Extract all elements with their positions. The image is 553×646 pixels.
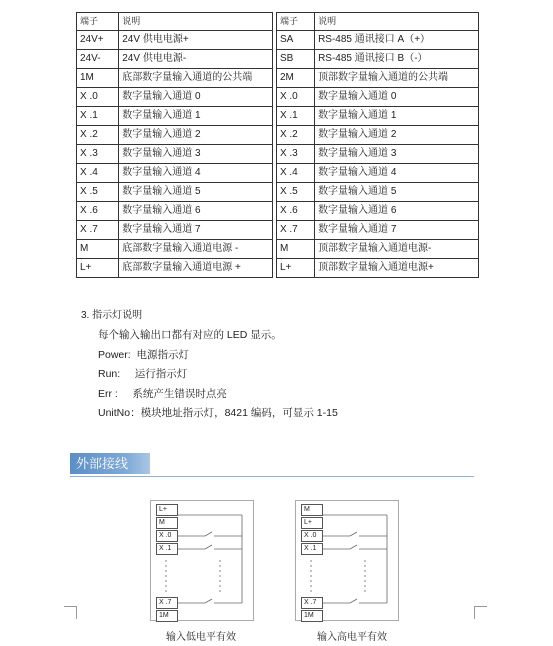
description-cell: 数字量输入通道 5: [315, 183, 479, 202]
terminal-label: M: [301, 504, 323, 516]
terminal-label: X .7: [301, 597, 323, 609]
terminal-table: [76, 12, 479, 278]
description-cell: 数字量输入通道 2: [315, 126, 479, 145]
terminal-cell: 24V-: [77, 50, 119, 69]
terminal-cell: X .3: [276, 145, 314, 164]
table-row: [77, 69, 479, 88]
diagram-caption-low: 输入低电平有效: [166, 632, 236, 643]
description-cell: 数字量输入通道 4: [119, 164, 273, 183]
led-line: Err : 系统产生错误时点亮: [98, 387, 227, 400]
terminal-cell: SA: [276, 31, 314, 50]
terminal-cell: X .4: [276, 164, 314, 183]
description-cell: 底部数字量输入通道电源 -: [119, 240, 273, 259]
led-description-list: [98, 326, 338, 424]
terminal-cell: X .3: [77, 145, 119, 164]
header-cell: 端子: [276, 13, 314, 31]
terminal-cell: X .7: [77, 221, 119, 240]
terminal-label: X .0: [301, 530, 323, 542]
description-cell: 底部数字量输入通道的公共端: [119, 69, 273, 88]
diagram-caption-high: 输入高电平有效: [317, 632, 387, 643]
description-cell: 顶部数字量输入通道电源-: [315, 240, 479, 259]
description-cell: 数字量输入通道 4: [315, 164, 479, 183]
terminal-cell: SB: [276, 50, 314, 69]
description-cell: 24V 供电电源-: [119, 50, 273, 69]
description-cell: 数字量输入通道 7: [315, 221, 479, 240]
led-line: 每个输入输出口都有对应的 LED 显示。: [98, 329, 282, 341]
led-line: UnitNo：模块地址指示灯，8421 编码，可显示 1-15: [98, 407, 338, 419]
wiring-diagram-high: [295, 500, 399, 621]
terminal-label: X .7: [156, 597, 178, 609]
description-cell: 顶部数字量输入通道电源+: [315, 259, 479, 278]
section-3-title: 3. 指示灯说明: [81, 310, 143, 321]
description-cell: 数字量输入通道 1: [119, 107, 273, 126]
description-cell: 数字量输入通道 3: [315, 145, 479, 164]
table-row: [77, 221, 479, 240]
header-cell: 说明: [315, 13, 479, 31]
terminal-cell: X .7: [276, 221, 314, 240]
table-row: [77, 107, 479, 126]
terminal-label: X .1: [156, 543, 178, 555]
description-cell: 数字量输入通道 7: [119, 221, 273, 240]
terminal-cell: M: [276, 240, 314, 259]
description-cell: 数字量输入通道 0: [119, 88, 273, 107]
table-row: [77, 259, 479, 278]
terminal-label: 1M: [301, 610, 323, 622]
table-row: [77, 50, 479, 69]
terminal-cell: X .0: [77, 88, 119, 107]
table-row: [77, 183, 479, 202]
table-row: [77, 126, 479, 145]
terminal-cell: L+: [276, 259, 314, 278]
description-cell: 数字量输入通道 5: [119, 183, 273, 202]
header-cell: 端子: [77, 13, 119, 31]
table-row: [77, 31, 479, 50]
wiring-section-banner: 外部接线: [70, 453, 150, 474]
terminal-table-body: [77, 13, 479, 278]
terminal-cell: X .2: [77, 126, 119, 145]
led-line: Run: 运行指示灯: [98, 368, 188, 380]
terminal-cell: X .1: [276, 107, 314, 126]
description-cell: 24V 供电电源+: [119, 31, 273, 50]
terminal-label: L+: [301, 517, 323, 529]
terminal-cell: X .5: [77, 183, 119, 202]
terminal-cell: 24V+: [77, 31, 119, 50]
terminal-label: X .1: [301, 543, 323, 555]
table-row: [77, 88, 479, 107]
terminal-cell: X .4: [77, 164, 119, 183]
terminal-cell: X .6: [276, 202, 314, 221]
description-cell: 数字量输入通道 1: [315, 107, 479, 126]
page-corner-mark-right: [474, 606, 487, 619]
table-row: [77, 164, 479, 183]
description-cell: 顶部数字量输入通道的公共端: [315, 69, 479, 88]
terminal-cell: 2M: [276, 69, 314, 88]
description-cell: 底部数字量输入通道电源 +: [119, 259, 273, 278]
terminal-cell: L+: [77, 259, 119, 278]
terminal-cell: X .6: [77, 202, 119, 221]
page-corner-mark-left: [64, 606, 77, 619]
table-header-row: [77, 13, 479, 31]
terminal-cell: X .0: [276, 88, 314, 107]
description-cell: 数字量输入通道 6: [119, 202, 273, 221]
terminal-label: L+: [156, 504, 178, 516]
table-row: [77, 240, 479, 259]
terminal-label: X .0: [156, 530, 178, 542]
description-cell: 数字量输入通道 6: [315, 202, 479, 221]
header-cell: 说明: [119, 13, 273, 31]
description-cell: RS-485 通讯接口 A（+）: [315, 31, 479, 50]
terminal-cell: X .5: [276, 183, 314, 202]
description-cell: 数字量输入通道 2: [119, 126, 273, 145]
description-cell: 数字量输入通道 3: [119, 145, 273, 164]
terminal-cell: 1M: [77, 69, 119, 88]
terminal-cell: M: [77, 240, 119, 259]
description-cell: RS-485 通讯接口 B（-）: [315, 50, 479, 69]
led-line: Power: 电源指示灯: [98, 348, 190, 361]
terminal-cell: X .1: [77, 107, 119, 126]
description-cell: 数字量输入通道 0: [315, 88, 479, 107]
wiring-diagram-low: [150, 500, 254, 621]
terminal-label: M: [156, 517, 178, 529]
terminal-label: 1M: [156, 610, 178, 622]
section-rule: [70, 476, 474, 477]
table-row: [77, 145, 479, 164]
table-row: [77, 202, 479, 221]
terminal-cell: X .2: [276, 126, 314, 145]
